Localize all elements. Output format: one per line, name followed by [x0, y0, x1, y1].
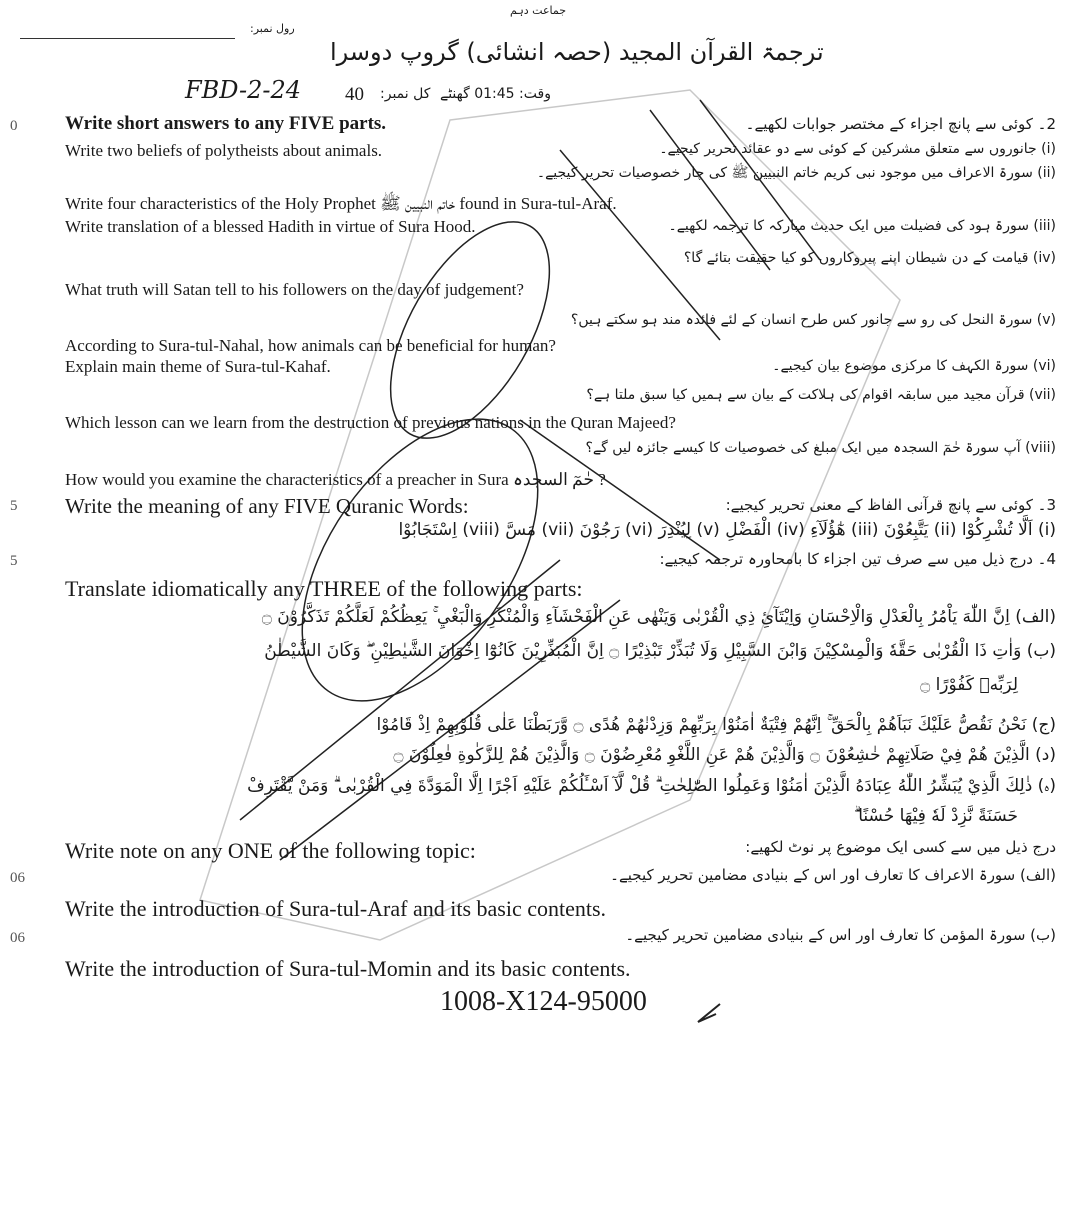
- class-label: جماعت دہم: [510, 4, 567, 17]
- q2-heading-en: Write short answers to any FIVE parts.: [65, 113, 387, 134]
- q2-part-num: (iv): [1032, 250, 1056, 266]
- verse: (ب) وَاٰتِ ذَا الْقُرْبٰى حَقَّهٗ وَالْمِسْكِيْنَ وَابْنَ السَّبِيْلِ وَلَا تُبَذِّرْ تَبْذِيْرًا ۝ اِنَّ الْمُبَذِّرِيْنَ كَانُوْٓا اِخْوَانَ الشَّيٰطِيْنِ ۖ وَكَانَ الشَّيْطٰنُ: [264, 641, 1056, 661]
- margin-mark: 06: [10, 870, 25, 886]
- q2-part-ur: سورۃ الاعراف میں موجود نبی کریم خاتم النبیین ﷺ کی چار خصوصیات تحریر کیجیے۔: [536, 165, 1033, 181]
- q4-heading-ur: 4۔ درج ذیل میں سے صرف تین اجزاء کا بامحاورہ ترجمہ کیجیے:: [659, 550, 1056, 568]
- q2-part-en: What truth will Satan tell to his followers on the day of judgement?: [65, 280, 524, 299]
- roll-number-label: رول نمبر:: [250, 22, 295, 35]
- verse: (الف) اِنَّ اللّٰهَ يَاْمُرُ بِالْعَدْلِ وَالْاِحْسَانِ وَاِيْتَآئِ ذِي الْقُرْبٰى وَيَنْهٰى عَنِ الْفَحْشَآءِ وَالْمُنْكَرِ وَالْبَغْيِ ۚ يَعِظُكُمْ لَعَلَّكُمْ تَذَكَّرُوْنَ ۝: [261, 607, 1056, 627]
- q2-part-en: Which lesson can we learn from the destruction of previous nations in the Quran Majeed?: [65, 413, 676, 432]
- q2-part-num: (viii): [1025, 440, 1056, 456]
- total-marks-label: کل نمبر:: [380, 86, 431, 102]
- q2-part-num: (v): [1036, 312, 1056, 328]
- paper-title: ترجمۃ القرآن المجید (حصہ انشائی) گروپ دوسرا: [330, 38, 824, 66]
- verse: (د) الَّذِيْنَ هُمْ فِيْ صَلَاتِهِمْ خٰشِعُوْنَ ۝ وَالَّذِيْنَ هُمْ عَنِ اللَّغْوِ مُعْرِضُوْنَ ۝ وَالَّذِيْنَ هُمْ لِلزَّكٰوةِ فٰعِلُوْنَ ۝: [393, 745, 1056, 765]
- q3-heading-en: Write the meaning of any FIVE Quranic Words:: [65, 494, 469, 518]
- q2-part-ur: سورۃ ہود کی فضیلت میں ایک حدیث مبارکہ کا ترجمہ لکھیے۔: [668, 218, 1029, 234]
- handwritten-code: FBD-2-24: [185, 76, 302, 104]
- q2-part-en: Write four characteristics of the Holy Prophet خاتم النبیین ﷺ found in Sura-tul-Araf.: [65, 194, 617, 213]
- q5-heading-en: Write note on any ONE of the following topic:: [65, 838, 476, 863]
- q5-heading-ur: درج ذیل میں سے کسی ایک موضوع پر نوٹ لکھیے:: [745, 838, 1056, 856]
- q2-part-ur: سورۃ الکہف کا مرکزی موضوع بیان کیجیے۔: [772, 358, 1029, 374]
- q2-part-num: (vii): [1028, 387, 1056, 403]
- q2-part-en: Write translation of a blessed Hadith in virtue of Sura Hood.: [65, 217, 476, 236]
- q2-part-en: Explain main theme of Sura-tul-Kahaf.: [65, 357, 331, 376]
- q2-part-num: (ii): [1037, 165, 1056, 181]
- verse: (ہ) ذٰلِكَ الَّذِيْ يُبَشِّرُ اللّٰهُ عِبَادَهُ الَّذِيْنَ اٰمَنُوْا وَعَمِلُوا الصّٰلِحٰتِ ۗ قُلْ لَّآ اَسْـَٔلُكُمْ عَلَيْهِ اَجْرًا اِلَّا الْمَوَدَّةَ فِي الْقُرْبٰى ۗ وَمَنْ يَّقْتَرِفْ: [247, 776, 1056, 796]
- q2-part-num: (vi): [1032, 358, 1056, 374]
- q2-part-en: How would you examine the characteristics of a preacher in Sura حٰمٓ السجدہ ?: [65, 470, 606, 489]
- checkmark-icon: [690, 1000, 730, 1030]
- q2-part-ur: سورۃ النحل کی رو سے جانور کس طرح انسان کے لئے فائدہ مند ہو سکتے ہیں؟: [570, 312, 1033, 328]
- paper-code: 1008-X124-95000: [440, 986, 647, 1017]
- q2-part-en: According to Sura-tul-Nahal, how animals can be beneficial for human?: [65, 336, 556, 355]
- q2-part-num: (iii): [1033, 218, 1056, 234]
- margin-mark: 0: [10, 118, 18, 134]
- margin-mark: 06: [10, 930, 25, 946]
- verse-continuation: لِرَبِّهٖ كَفُوْرًا ۝: [920, 675, 1018, 695]
- q2-heading-ur: 2۔ کوئی سے پانچ اجزاء کے مختصر جوابات لکھیے۔: [745, 115, 1056, 133]
- verse-continuation: حَسَنَةً نَّزِدْ لَهٗ فِيْهَا حُسْنًا ۗ: [853, 806, 1018, 826]
- total-marks-value: 40: [345, 84, 364, 105]
- q2-part-ur: آپ سورۃ حٰمٓ السجدہ میں ایک مبلغ کی خصوصیات کا کیسے جائزہ لیں گے؟: [585, 440, 1021, 456]
- margin-mark: 5: [10, 553, 18, 569]
- q5-topic-en: Write the introduction of Sura-tul-Araf and its basic contents.: [65, 896, 607, 921]
- q2-part-ur: جانوروں سے متعلق مشرکین کے کوئی سے دو عقائد تحریر کیجیے۔: [659, 141, 1037, 157]
- q5-topic-en: Write the introduction of Sura-tul-Momin and its basic contents.: [65, 956, 631, 981]
- q2-part-ur: قرآن مجید میں سابقہ اقوام کی ہلاکت کے بیان سے ہمیں کیا سبق ملتا ہے؟: [586, 387, 1025, 403]
- verse: (ج) نَحْنُ نَقُصُّ عَلَيْكَ نَبَاَهُمْ بِالْحَقِّ ۚ اِنَّهُمْ فِتْيَةٌ اٰمَنُوْا بِرَبِّهِمْ وَزِدْنٰهُمْ هُدًى ۝ وَّرَبَطْنَا عَلٰى قُلُوْبِهِمْ اِذْ قَامُوْا: [376, 715, 1056, 735]
- margin-mark: 5: [10, 498, 18, 514]
- q2-part-en: Write two beliefs of polytheists about animals.: [65, 141, 383, 160]
- q4-heading-en: Translate idiomatically any THREE of the following parts:: [65, 576, 583, 601]
- q5-topic-ur: (ب) سورۃ المؤمن کا تعارف اور اس کے بنیادی مضامین تحریر کیجیے۔: [625, 926, 1056, 944]
- q2-part-ur: قیامت کے دن شیطان اپنے پیروکاروں کو کیا حقیقت بتائے گا؟: [683, 250, 1029, 266]
- q2-part-num: (i): [1041, 141, 1056, 157]
- q3-heading-ur: 3۔ کوئی سے پانچ قرآنی الفاظ کے معنی تحریر کیجیے:: [725, 496, 1056, 514]
- roll-number-line: [20, 38, 235, 39]
- q3-words: (i) اَلَّا تُشْرِكُوْا (ii) يَتَّبِعُوْنَ (iii) هٰٓؤُلَآءِ (iv) الْفَضْلِ (v) لِيُنْذِرَ (vi) رَجُوْنَ (vii) مَسَّ (viii) اِسْتَجَابُوْا: [398, 520, 1056, 540]
- time-label: وقت: 01:45 گھنٹے: [440, 86, 551, 102]
- q5-topic-ur: (الف) سورۃ الاعراف کا تعارف اور اس کے بنیادی مضامین تحریر کیجیے۔: [610, 866, 1056, 884]
